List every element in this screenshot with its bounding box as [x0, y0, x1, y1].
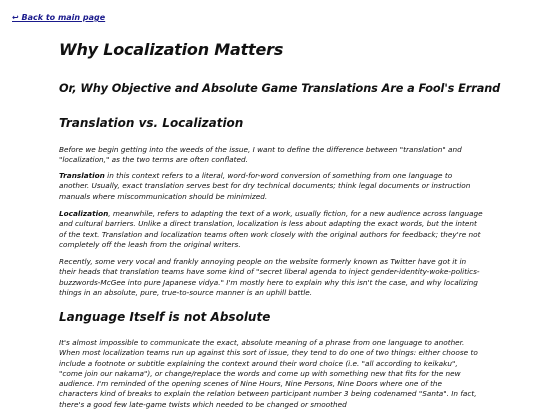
translation-term: Translation — [59, 171, 105, 180]
localization-term: Localization — [59, 209, 109, 218]
localization-definition-text: , meanwhile, refers to adapting the text of a work, usually fiction, for a new audience across language and cultural barriers. Unlike a direct translation, localization is less about adapting the exact words, but the intent of the text. Translation and localization teams often work closely with the original authors for feedback; they're not completely off the leash from the original writers. — [59, 209, 483, 249]
language-paragraph: It's almost impossible to communicate the exact, absolute meaning of a phrase from one language to another. When most localization teams run up against this sort of issue, they tend to do one of two things: either choose to include a footnote or subtitle explaining the context around their word choice (i.e. "all according to keikaku", "come join our nakama"), or change/replace the words and come up with something new that fits for the new audience. I'm reminded of the opening scenes of Nine Hours, Nine Persons, Nine Doors where one of the characters kind of breaks to explain the relation between participant number 3 being codenamed "Santa". In fact, there's a good few late-game twists which needed to be changed or smoothed — [59, 338, 478, 409]
section-heading-translation-vs-localization: Translation vs. Localization — [59, 116, 244, 130]
page-title: Why Localization Matters — [59, 40, 284, 59]
localization-definition-paragraph — [59, 209, 483, 250]
section-heading-language-not-absolute: Language Itself is not Absolute — [59, 310, 271, 324]
translation-definition-paragraph — [59, 171, 483, 202]
translation-definition-text: in this context refers to a literal, word-for-word conversion of something from one language to another. Usually, exact translation serves best for dry technical documents; think legal documents or instruction manuals where miscommunication should be minimized. — [59, 171, 471, 201]
back-to-main-link[interactable]: ↩ Back to main page — [12, 13, 106, 22]
page-subtitle: Or, Why Objective and Absolute Game Translations Are a Fool's Errand — [59, 82, 501, 95]
twitter-paragraph: Recently, some very vocal and frankly annoying people on the website formerly known as Twitter have got it in their heads that translation teams have some kind of "secret liberal agenda to inject gender-identity-woke-politics-buzzwords-McGee into pure Japanese vidya." I'm mostly here to explain why this isn't the case, and why localizing things in an absolute, pure, true-to-source manner is an uphill battle. — [59, 257, 480, 297]
intro-paragraph: Before we begin getting into the weeds of the issue, I want to define the difference between "translation" and "localization," as the two terms are often conflated. — [59, 145, 462, 165]
